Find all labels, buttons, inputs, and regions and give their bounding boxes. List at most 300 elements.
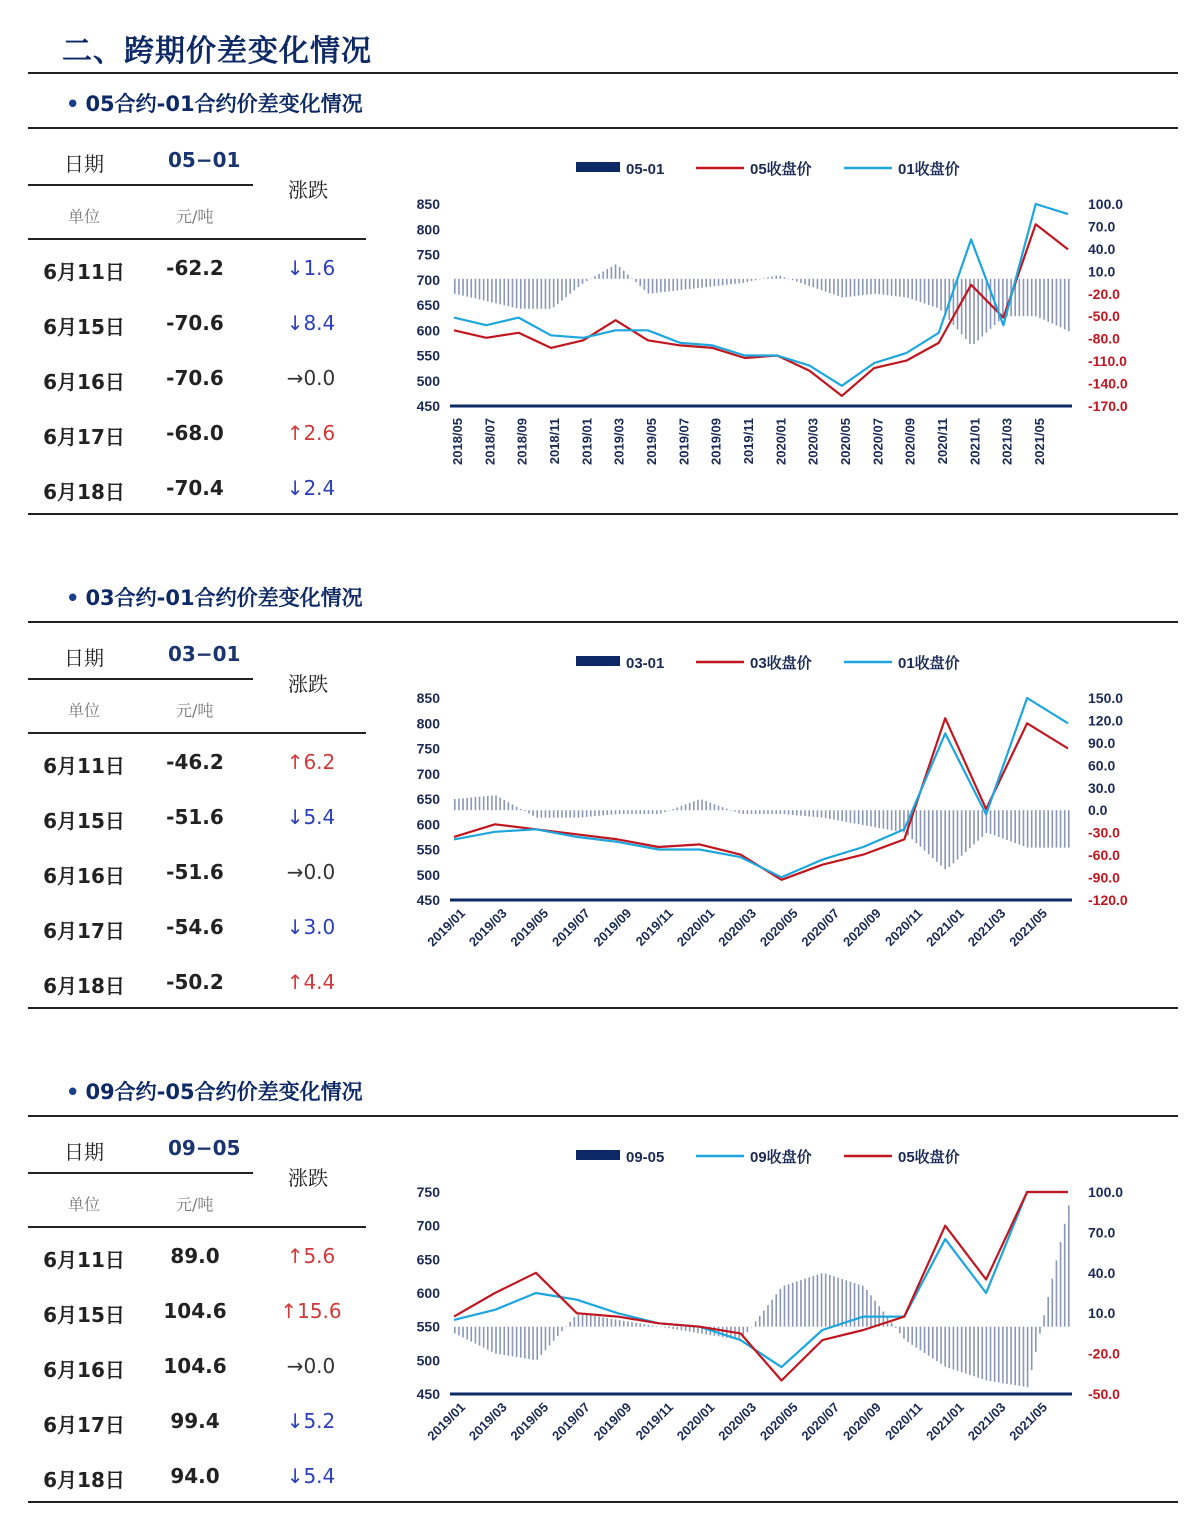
row-change: ↑4.4 — [286, 970, 336, 994]
legend-label: 09-05 — [626, 1149, 665, 1166]
section-title-text: 09合约-05合约价差变化情况 — [85, 1080, 363, 1104]
page-title: 二、跨期价差变化情况 — [62, 34, 372, 69]
spread-bar — [1047, 279, 1049, 322]
x-tick-label: 2020/07 — [798, 905, 843, 950]
y-tick-label: 800 — [416, 715, 440, 732]
section-bottom-rule — [28, 1501, 1178, 1503]
spread-bar — [977, 1327, 979, 1378]
row-value: -70.4 — [166, 476, 224, 500]
spread-bar — [668, 810, 670, 811]
row-change: ↓1.6 — [286, 256, 336, 280]
spread-bar — [870, 810, 872, 826]
spread-bar — [899, 279, 901, 297]
x-tick-label: 2020/07 — [798, 1399, 843, 1444]
spread-bar — [516, 807, 518, 811]
legend-label: 05-01 — [626, 161, 665, 178]
spread-bar — [883, 810, 885, 828]
spread-bar — [841, 279, 843, 298]
spread-bar — [899, 1327, 901, 1334]
spread-bar — [891, 279, 893, 296]
x-tick-label: 2019/07 — [676, 418, 692, 465]
spread-bar — [817, 279, 819, 289]
spread-bar — [685, 279, 687, 290]
x-tick-label: 2019/07 — [548, 905, 593, 950]
spread-bar — [619, 267, 621, 279]
row-date: 6月16日 — [43, 864, 125, 888]
spread-bar — [916, 1327, 918, 1348]
spread-bar — [1031, 810, 1033, 847]
spread-bar — [932, 810, 934, 858]
spread-bar — [648, 810, 650, 814]
x-tick-label: 2020/11 — [935, 418, 950, 465]
row-change: ↓2.4 — [286, 476, 336, 500]
spread-bar — [1043, 279, 1045, 320]
x-tick-label: 2020/03 — [805, 418, 821, 465]
legend-swatch-bar — [576, 1150, 620, 1160]
spread-bar — [722, 279, 724, 285]
spread-bar — [837, 1278, 839, 1327]
row-date: 6月18日 — [43, 1468, 125, 1492]
spread-bar — [611, 1319, 613, 1327]
spread-bar — [821, 810, 823, 817]
spread-bar — [536, 1327, 538, 1360]
x-tick-label: 2018/09 — [514, 418, 530, 465]
spread-bar — [854, 810, 856, 823]
spread-bar — [907, 279, 909, 298]
x-tick-label: 2019/05 — [507, 905, 552, 950]
spread-bar — [598, 274, 600, 279]
spread-bar — [821, 1273, 823, 1326]
spread-bar — [895, 810, 897, 831]
spread-bar — [590, 1315, 592, 1326]
spread-bar — [483, 796, 485, 810]
x-tick-label: 2020/05 — [756, 905, 801, 950]
spread-bar — [652, 1326, 654, 1327]
spread-bar — [656, 810, 658, 814]
y2-tick-label: 0.0 — [1088, 802, 1108, 819]
row-date: 6月15日 — [43, 809, 125, 833]
y2-tick-label: -120.0 — [1088, 892, 1128, 908]
spread-bar — [677, 279, 679, 291]
spread-bar — [635, 279, 637, 282]
spread-bar — [965, 1327, 967, 1374]
spread-bar — [1027, 279, 1029, 316]
row-value: 94.0 — [170, 1464, 220, 1488]
unit-label: 单位 — [68, 207, 101, 226]
spread-bar — [569, 810, 571, 817]
spread-bar — [771, 810, 773, 814]
spread-bar — [932, 1327, 934, 1359]
spread-bar — [499, 798, 501, 811]
spread-bar — [981, 810, 983, 837]
spread-bar — [491, 796, 493, 811]
x-tick-label: 2019/03 — [465, 1399, 510, 1444]
spread-bar — [475, 1327, 477, 1344]
spread-bar — [590, 279, 592, 280]
spread-bar — [578, 1313, 580, 1326]
legend-label: 03-01 — [626, 655, 665, 672]
spread-bar — [940, 810, 942, 865]
spread-bar — [965, 279, 967, 339]
spread-bar — [644, 1324, 646, 1326]
spread-bar — [920, 279, 922, 302]
spread-bar — [508, 279, 510, 306]
spread-bar — [524, 279, 526, 309]
spread-bar — [1052, 810, 1054, 847]
spread-bar — [578, 279, 580, 287]
spread-bar — [998, 810, 1000, 837]
spread-bar — [784, 277, 786, 278]
row-value: 89.0 — [170, 1244, 220, 1268]
spread-bar — [775, 275, 777, 278]
spread-bar — [639, 810, 641, 814]
spread-bar — [627, 274, 629, 278]
spread-bar — [701, 800, 703, 811]
spread-bar — [487, 279, 489, 302]
spread-bar — [623, 271, 625, 279]
spread-bar — [858, 279, 860, 296]
spread-bar — [532, 1327, 534, 1360]
y-tick-label: 650 — [416, 1251, 440, 1268]
y-tick-label: 450 — [416, 892, 440, 908]
spread-bar — [874, 1301, 876, 1327]
legend-label: 05收盘价 — [750, 161, 812, 178]
section-title — [66, 1076, 363, 1106]
x-tick-label: 2021/03 — [964, 905, 1009, 950]
spread-bar — [454, 279, 456, 294]
spread-bar — [664, 1327, 666, 1328]
spread-bar — [681, 806, 683, 810]
x-tick-label: 2021/05 — [1032, 418, 1047, 465]
row-date: 6月11日 — [43, 1248, 125, 1272]
row-change: →0.0 — [286, 860, 336, 884]
spread-bar — [936, 279, 938, 308]
spread-bar — [957, 1327, 959, 1371]
spread-bar — [841, 1279, 843, 1327]
spread-bar — [759, 1316, 761, 1327]
spread-bar — [924, 279, 926, 304]
spread-bar — [920, 1327, 922, 1351]
spread-bar — [602, 272, 604, 279]
row-change: ↑5.6 — [286, 1244, 336, 1268]
spread-bar — [635, 810, 637, 814]
row-value: 99.4 — [170, 1409, 220, 1433]
spread-bar — [582, 279, 584, 284]
spread-bar — [648, 1325, 650, 1327]
col-header-change: 涨跌 — [288, 672, 328, 696]
unit-label: 单位 — [68, 1195, 101, 1214]
spread-bar — [990, 810, 992, 834]
section-title — [66, 582, 363, 612]
y-tick-label: 600 — [416, 322, 440, 339]
spread-bar — [635, 1323, 637, 1327]
spread-bar — [763, 810, 765, 814]
spread-bar — [722, 807, 724, 810]
col-header-date: 日期 — [64, 1140, 104, 1164]
spread-bar — [734, 810, 736, 811]
y2-tick-label: -110.0 — [1088, 353, 1127, 370]
spread-bar — [1023, 1327, 1025, 1387]
spread-bar — [495, 279, 497, 304]
spread-bar — [981, 279, 983, 337]
x-tick-label: 2019/07 — [548, 1399, 593, 1444]
spread-bar — [512, 1327, 514, 1357]
spread-bar — [948, 1327, 950, 1368]
x-tick-label: 2020/09 — [839, 1399, 884, 1444]
spread-bar — [672, 279, 674, 291]
row-value: -62.2 — [166, 256, 224, 280]
y2-tick-label: 30.0 — [1088, 779, 1116, 796]
x-tick-label: 2019/09 — [590, 905, 635, 950]
spread-bar — [491, 279, 493, 303]
spread-bar — [648, 279, 650, 294]
legend-swatch-bar — [576, 162, 620, 172]
spread-bar — [697, 279, 699, 288]
spread-bar — [1027, 810, 1029, 847]
spread-bar — [944, 810, 946, 869]
spread-bar — [862, 810, 864, 825]
spread-bar — [549, 1327, 551, 1346]
spread-bar — [788, 810, 790, 814]
spread-bar — [726, 809, 728, 811]
spread-bar — [520, 1327, 522, 1358]
spread-bar — [883, 279, 885, 295]
spread-bar — [606, 810, 608, 815]
spread-bar — [668, 279, 670, 292]
y-tick-label: 550 — [416, 347, 440, 364]
spread-bar — [841, 810, 843, 821]
spread-bar — [532, 279, 534, 309]
x-tick-label: 2020/09 — [839, 905, 884, 950]
spread-bar — [549, 279, 551, 309]
y2-tick-label: 100.0 — [1088, 1184, 1124, 1200]
spread-bar — [833, 810, 835, 819]
x-tick-label: 2021/05 — [1006, 1399, 1051, 1444]
spread-bar — [813, 1276, 815, 1327]
spread-bar — [936, 810, 938, 862]
x-tick-label: 2019/01 — [579, 418, 595, 465]
spread-bar — [524, 1327, 526, 1359]
spread-bar — [561, 279, 563, 301]
spread-bar — [928, 1327, 930, 1356]
y2-tick-label: 100.0 — [1088, 196, 1124, 212]
x-tick-label: 2020/03 — [715, 905, 760, 950]
spread-bar — [689, 279, 691, 289]
spread-bar — [660, 279, 662, 293]
spread-bar — [780, 1289, 782, 1327]
spread-bar — [965, 810, 967, 852]
spread-bar — [1019, 810, 1021, 844]
spread-bar — [660, 1327, 662, 1328]
spread-bar — [969, 1327, 971, 1375]
spread-bar — [986, 279, 988, 333]
spread-bar — [825, 1274, 827, 1327]
y-tick-label: 700 — [416, 271, 440, 288]
spread-bar — [549, 810, 551, 817]
row-date: 6月18日 — [43, 480, 125, 504]
x-tick-label: 2021/01 — [923, 905, 967, 950]
x-tick-label: 2021/03 — [999, 418, 1015, 465]
spread-bar — [697, 800, 699, 810]
spread-bar — [1064, 279, 1066, 329]
spread-bar — [796, 1281, 798, 1326]
y-tick-label: 550 — [416, 1318, 440, 1335]
spread-bar — [817, 1275, 819, 1327]
spread-bar — [1043, 810, 1045, 847]
y2-tick-label: -60.0 — [1088, 847, 1120, 864]
spread-bar — [767, 810, 769, 814]
spread-bar — [878, 279, 880, 294]
row-change: ↓3.0 — [286, 915, 336, 939]
spread-bar — [508, 1327, 510, 1356]
spread-bar — [866, 279, 868, 295]
spread-bar — [524, 810, 526, 811]
y2-tick-label: -140.0 — [1088, 375, 1128, 392]
spread-bar — [916, 279, 918, 301]
spread-bar — [652, 810, 654, 814]
spread-bar — [516, 1327, 518, 1357]
spread-bar — [924, 1327, 926, 1353]
y2-tick-label: -50.0 — [1088, 308, 1120, 325]
x-tick-label: 2021/01 — [923, 1399, 967, 1444]
spread-bar — [693, 801, 695, 810]
spread-bar — [545, 810, 547, 817]
spread-bar — [598, 810, 600, 816]
row-date: 6月16日 — [43, 1358, 125, 1382]
spread-bar — [796, 810, 798, 815]
spread-bar — [862, 1286, 864, 1327]
bullet-icon: • — [66, 92, 80, 116]
spread-bar — [973, 810, 975, 844]
spread-bar — [788, 1284, 790, 1326]
spread-bar — [1006, 1327, 1008, 1384]
spread-bar — [738, 279, 740, 283]
spread-bar — [755, 810, 757, 814]
row-value: 104.6 — [163, 1299, 227, 1323]
spread-bar — [771, 1300, 773, 1327]
x-tick-label: 2021/05 — [1006, 905, 1051, 950]
section-divider — [28, 127, 1178, 129]
legend-label: 01收盘价 — [898, 161, 960, 178]
spread-bar — [565, 279, 567, 297]
spread-bar — [470, 1327, 472, 1342]
chart-svg — [396, 636, 1176, 996]
spread-bar — [569, 1322, 571, 1327]
spread-bar — [730, 810, 732, 811]
y-tick-label: 700 — [416, 765, 440, 782]
spread-bar — [796, 279, 798, 282]
spread-bar — [829, 279, 831, 293]
spread-bar — [466, 798, 468, 810]
spread-bar — [775, 810, 777, 814]
spread-bar — [738, 810, 740, 813]
spread-bar — [751, 810, 753, 814]
spread-bar — [1027, 1327, 1029, 1388]
spread-bar — [615, 1319, 617, 1326]
spread-bar — [491, 1327, 493, 1352]
spread-bar — [462, 1327, 464, 1338]
spread-bar — [536, 279, 538, 309]
spread-bar — [574, 1317, 576, 1327]
spread-bar — [742, 279, 744, 283]
spread-bar — [644, 810, 646, 814]
spread-bar — [742, 810, 744, 814]
unit-value: 元/吨 — [176, 1195, 214, 1214]
spread-bar — [656, 1326, 658, 1327]
y-tick-label: 750 — [416, 1184, 440, 1200]
spread-bar — [986, 1327, 988, 1381]
spread-bar — [512, 804, 514, 810]
spread-bar — [553, 279, 555, 307]
spread-bar — [718, 806, 720, 811]
spread-bar — [808, 279, 810, 286]
y2-tick-label: 90.0 — [1088, 734, 1116, 751]
y2-tick-label: 10.0 — [1088, 263, 1116, 280]
spread-bar — [479, 797, 481, 810]
spread-bar — [747, 810, 749, 814]
y2-tick-label: 70.0 — [1088, 218, 1116, 235]
spread-bar — [1060, 1242, 1062, 1327]
row-change: →0.0 — [286, 1354, 336, 1378]
x-tick-label: 2020/07 — [870, 418, 886, 465]
spread-bar — [627, 1321, 629, 1326]
row-change: ↑6.2 — [286, 750, 336, 774]
spread-bar — [709, 803, 711, 811]
spread-bar — [961, 1327, 963, 1373]
spread-bar — [891, 1322, 893, 1326]
spread-bar — [858, 810, 860, 824]
spread-bar — [701, 279, 703, 288]
spread-bar — [994, 1327, 996, 1382]
spread-bar — [928, 279, 930, 305]
y2-tick-label: -20.0 — [1088, 285, 1120, 302]
x-tick-label: 2019/11 — [632, 1399, 676, 1443]
spread-bar — [1052, 279, 1054, 324]
spread-bar — [594, 1316, 596, 1327]
x-tick-label: 2020/03 — [715, 1399, 760, 1444]
spread-bar — [1068, 1205, 1070, 1326]
spread-bar — [458, 279, 460, 295]
spread-bar — [833, 1276, 835, 1326]
spread-bar — [1047, 1297, 1049, 1327]
spread-bar — [1064, 1224, 1066, 1327]
spread-bar — [829, 1275, 831, 1327]
spread-bar — [594, 276, 596, 279]
row-value: -54.6 — [166, 915, 224, 939]
table-rule — [28, 678, 253, 680]
y-tick-label: 650 — [416, 791, 440, 807]
spread-bar — [639, 1324, 641, 1327]
spread-bar — [1019, 1327, 1021, 1386]
row-date: 6月15日 — [43, 315, 125, 339]
spread-bar — [1068, 279, 1070, 331]
legend-label: 05收盘价 — [898, 1149, 960, 1166]
spread-bar — [891, 810, 893, 830]
spread-bar — [920, 810, 922, 847]
spread-bar — [718, 1327, 720, 1337]
spread-bar — [858, 1284, 860, 1326]
y-tick-label: 450 — [416, 398, 440, 414]
y2-tick-label: 40.0 — [1088, 1264, 1116, 1281]
spread-bar — [734, 279, 736, 284]
bullet-icon: • — [66, 586, 80, 610]
spread-bar — [903, 279, 905, 297]
spread-bar — [627, 810, 629, 814]
spread-bar — [503, 279, 505, 305]
spread-bar — [751, 279, 753, 281]
spread-bar — [792, 810, 794, 815]
spread-bar — [565, 1326, 567, 1327]
